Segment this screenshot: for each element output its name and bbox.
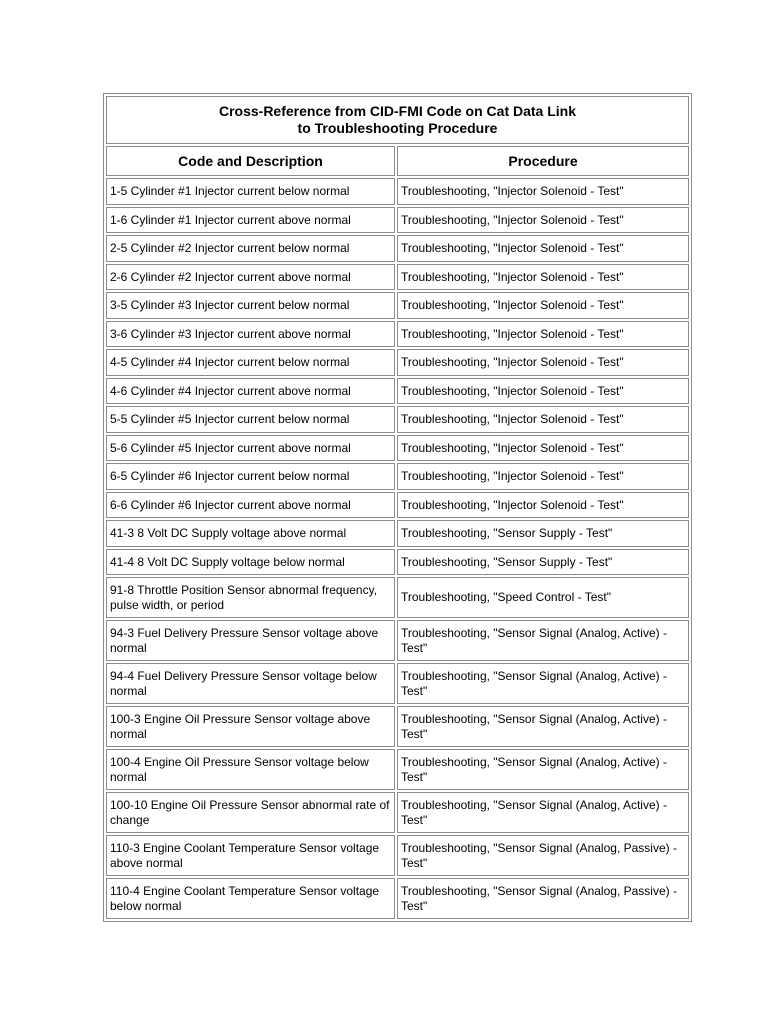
table-row xyxy=(106,235,689,262)
procedure-cell: Troubleshooting, "Sensor Signal (Analog, Active) - Test" xyxy=(397,792,689,833)
code-cell: 100-3 Engine Oil Pressure Sensor voltage above normal xyxy=(106,706,395,747)
table-row xyxy=(106,321,689,348)
code-cell: 1-6 Cylinder #1 Injector current above normal xyxy=(106,207,395,234)
procedure-cell: Troubleshooting, "Injector Solenoid - Test" xyxy=(397,492,689,519)
code-cell: 5-5 Cylinder #5 Injector current below normal xyxy=(106,406,395,433)
procedure-cell: Troubleshooting, "Sensor Signal (Analog, Active) - Test" xyxy=(397,620,689,661)
procedure-cell: Troubleshooting, "Injector Solenoid - Test" xyxy=(397,321,689,348)
code-cell: 6-5 Cylinder #6 Injector current below normal xyxy=(106,463,395,490)
code-cell: 94-4 Fuel Delivery Pressure Sensor voltage below normal xyxy=(106,663,395,704)
table-title-line-2: to Troubleshooting Procedure xyxy=(297,120,498,136)
procedure-cell: Troubleshooting, "Sensor Signal (Analog, Active) - Test" xyxy=(397,749,689,790)
procedure-cell: Troubleshooting, "Injector Solenoid - Test" xyxy=(397,178,689,205)
table-row xyxy=(106,349,689,376)
table-row xyxy=(106,463,689,490)
procedure-cell: Troubleshooting, "Injector Solenoid - Test" xyxy=(397,378,689,405)
table-row xyxy=(106,878,689,919)
code-cell: 41-3 8 Volt DC Supply voltage above normal xyxy=(106,520,395,547)
code-cell: 1-5 Cylinder #1 Injector current below normal xyxy=(106,178,395,205)
code-cell: 110-3 Engine Coolant Temperature Sensor voltage above normal xyxy=(106,835,395,876)
code-cell: 110-4 Engine Coolant Temperature Sensor voltage below normal xyxy=(106,878,395,919)
table-row xyxy=(106,207,689,234)
table-title xyxy=(106,96,689,144)
procedure-cell: Troubleshooting, "Sensor Supply - Test" xyxy=(397,549,689,576)
table-row xyxy=(106,749,689,790)
table-row xyxy=(106,577,689,618)
code-cell: 2-5 Cylinder #2 Injector current below normal xyxy=(106,235,395,262)
table-row xyxy=(106,620,689,661)
table-row xyxy=(106,835,689,876)
table-row xyxy=(106,435,689,462)
code-cell: 6-6 Cylinder #6 Injector current above normal xyxy=(106,492,395,519)
procedure-cell: Troubleshooting, "Sensor Supply - Test" xyxy=(397,520,689,547)
procedure-cell: Troubleshooting, "Injector Solenoid - Test" xyxy=(397,207,689,234)
code-cell: 4-5 Cylinder #4 Injector current below normal xyxy=(106,349,395,376)
table-row xyxy=(106,292,689,319)
code-cell: 41-4 8 Volt DC Supply voltage below normal xyxy=(106,549,395,576)
code-cell: 3-6 Cylinder #3 Injector current above normal xyxy=(106,321,395,348)
procedure-cell: Troubleshooting, "Sensor Signal (Analog, Passive) - Test" xyxy=(397,835,689,876)
procedure-cell: Troubleshooting, "Sensor Signal (Analog, Active) - Test" xyxy=(397,663,689,704)
table-row xyxy=(106,406,689,433)
table-row xyxy=(106,378,689,405)
procedure-cell: Troubleshooting, "Speed Control - Test" xyxy=(397,577,689,618)
table-row xyxy=(106,792,689,833)
table-header-row xyxy=(106,146,689,176)
code-cell: 100-10 Engine Oil Pressure Sensor abnormal rate of change xyxy=(106,792,395,833)
procedure-cell: Troubleshooting, "Injector Solenoid - Test" xyxy=(397,264,689,291)
procedure-cell: Troubleshooting, "Injector Solenoid - Test" xyxy=(397,406,689,433)
table-row xyxy=(106,663,689,704)
code-cell: 4-6 Cylinder #4 Injector current above normal xyxy=(106,378,395,405)
table-row xyxy=(106,520,689,547)
procedure-cell: Troubleshooting, "Injector Solenoid - Test" xyxy=(397,292,689,319)
table-row xyxy=(106,264,689,291)
code-cell: 94-3 Fuel Delivery Pressure Sensor voltage above normal xyxy=(106,620,395,661)
procedure-cell: Troubleshooting, "Injector Solenoid - Test" xyxy=(397,349,689,376)
table-row xyxy=(106,492,689,519)
table-row xyxy=(106,706,689,747)
procedure-cell: Troubleshooting, "Injector Solenoid - Test" xyxy=(397,463,689,490)
table-title-line-1: Cross-Reference from CID-FMI Code on Cat Data Link xyxy=(218,103,577,119)
code-cell: 5-6 Cylinder #5 Injector current above normal xyxy=(106,435,395,462)
table-row xyxy=(106,178,689,205)
procedure-cell: Troubleshooting, "Injector Solenoid - Test" xyxy=(397,435,689,462)
table-title-row xyxy=(106,96,689,144)
cross-reference-table xyxy=(103,93,692,922)
column-header-code: Code and Description xyxy=(106,146,395,176)
procedure-cell: Troubleshooting, "Sensor Signal (Analog, Passive) - Test" xyxy=(397,878,689,919)
code-cell: 3-5 Cylinder #3 Injector current below normal xyxy=(106,292,395,319)
column-header-procedure: Procedure xyxy=(397,146,689,176)
table-row xyxy=(106,549,689,576)
code-cell: 100-4 Engine Oil Pressure Sensor voltage below normal xyxy=(106,749,395,790)
code-cell: 91-8 Throttle Position Sensor abnormal frequency, pulse width, or period xyxy=(106,577,395,618)
code-cell: 2-6 Cylinder #2 Injector current above normal xyxy=(106,264,395,291)
procedure-cell: Troubleshooting, "Sensor Signal (Analog, Active) - Test" xyxy=(397,706,689,747)
procedure-cell: Troubleshooting, "Injector Solenoid - Test" xyxy=(397,235,689,262)
